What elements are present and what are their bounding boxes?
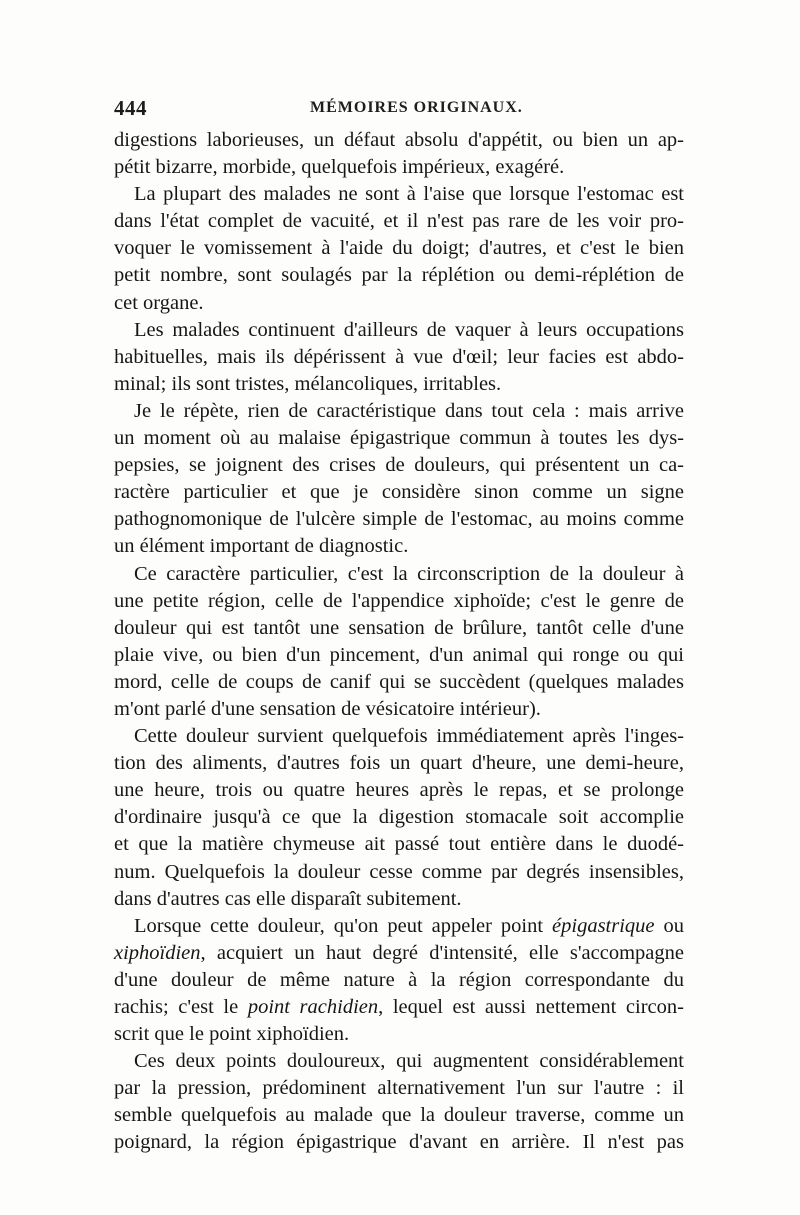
- text-line: cet organe.: [114, 291, 204, 314]
- text-line: voquer le vomissement à l'aide du doigt; d'autres, et c'est le bien: [114, 237, 684, 260]
- text-line: plaie vive, ou bien d'un pincement, d'un animal qui ronge ou qui: [114, 643, 684, 666]
- text-line: dans d'autres cas elle disparaît subitement.: [114, 887, 462, 910]
- text-line: poignard, la région épigastrique d'avant en arrière. Il n'est pas: [114, 1131, 684, 1154]
- text-span: ou: [654, 914, 684, 937]
- text-line: scrit que le point xiphoïdien.: [114, 1023, 350, 1046]
- text-line: un moment où au malaise épigastrique commun à toutes les dys-: [114, 427, 684, 450]
- text-line: [114, 994, 684, 1021]
- body-text: [114, 127, 684, 1157]
- text-line: digestions laborieuses, un défaut absolu d'appétit, ou bien un ap-: [114, 129, 684, 151]
- text-line: tion des aliments, d'autres fois un quart d'heure, une demi-heure,: [114, 752, 684, 775]
- text-span: , lequel est aussi nettement circon-: [378, 996, 684, 1018]
- text-line: un élément important de diagnostic.: [114, 535, 409, 558]
- page-header: [114, 96, 684, 124]
- text-line: mord, celle de coups de canif qui se succèdent (quelques malades: [114, 670, 684, 693]
- italic-term: point rachidien: [247, 996, 379, 1018]
- text-line: semble quelquefois au malade que la douleur traverse, comme un: [114, 1104, 684, 1127]
- text-line: Les malades continuent d'ailleurs de vaquer à leurs occupations: [134, 318, 684, 341]
- text-line: pétit bizarre, morbide, quelquefois impérieux, exagéré.: [114, 156, 565, 179]
- italic-term: xiphoïdien: [114, 941, 201, 964]
- text-line: pepsies, se joignent des crises de douleurs, qui présentent un ca-: [114, 454, 684, 477]
- text-line: d'une douleur de même nature à la région correspondante du: [114, 968, 684, 991]
- text-line: pathognomonique de l'ulcère simple de l'estomac, au moins comme: [114, 508, 684, 531]
- text-line: Ces deux points douloureux, qui augmentent considérablement: [134, 1050, 684, 1073]
- text-line: habituelles, mais ils dépérissent à vue d'œil; leur facies est abdo-: [114, 345, 684, 368]
- text-line: dans l'état complet de vacuité, et il n'est pas rare de les voir pro-: [114, 210, 684, 233]
- italic-term: épigastrique: [552, 914, 655, 937]
- text-line: d'ordinaire jusqu'à ce que la digestion stomacale soit accomplie: [114, 806, 684, 829]
- text-line: par la pression, prédominent alternativement l'un sur l'autre : il: [114, 1077, 684, 1100]
- text-line: [114, 913, 684, 940]
- text-line: Cette douleur survient quelquefois immédiatement après l'inges-: [134, 725, 684, 748]
- text-line: une petite région, celle de l'appendice xiphoïde; c'est le genre de: [114, 589, 684, 612]
- text-span: rachis; c'est le: [114, 996, 248, 1018]
- text-line: [114, 940, 684, 967]
- text-line: Je le répète, rien de caractéristique dans tout cela : mais arrive: [134, 399, 684, 422]
- page-number: 444: [114, 96, 147, 120]
- text-line: douleur qui est tantôt une sensation de brûlure, tantôt celle d'une: [114, 616, 684, 639]
- text-line: num. Quelquefois la douleur cesse comme par degrés insensibles,: [114, 860, 684, 883]
- text-line: La plupart des malades ne sont à l'aise que lorsque l'estomac est: [134, 183, 684, 206]
- text-line: et que la matière chymeuse ait passé tout entière dans le duodé-: [114, 833, 684, 856]
- text-line: m'ont parlé d'une sensation de vésicatoire intérieur).: [114, 697, 541, 720]
- text-line: minal; ils sont tristes, mélancoliques, irritables.: [114, 372, 502, 395]
- text-line: une heure, trois ou quatre heures après le repas, et se prolonge: [114, 779, 684, 802]
- text-span: Lorsque cette douleur, qu'on peut appeler point: [134, 914, 553, 937]
- text-span: , acquiert un haut degré d'intensité, elle s'accompagne: [200, 941, 684, 964]
- text-line: ractère particulier et que je considère sinon comme un signe: [114, 481, 684, 504]
- text-line: Ce caractère particulier, c'est la circonscription de la douleur à: [134, 562, 684, 585]
- text-line: petit nombre, sont soulagés par la réplétion ou demi-réplétion de: [114, 264, 684, 287]
- running-head: MÉMOIRES ORIGINAUX.: [310, 99, 523, 116]
